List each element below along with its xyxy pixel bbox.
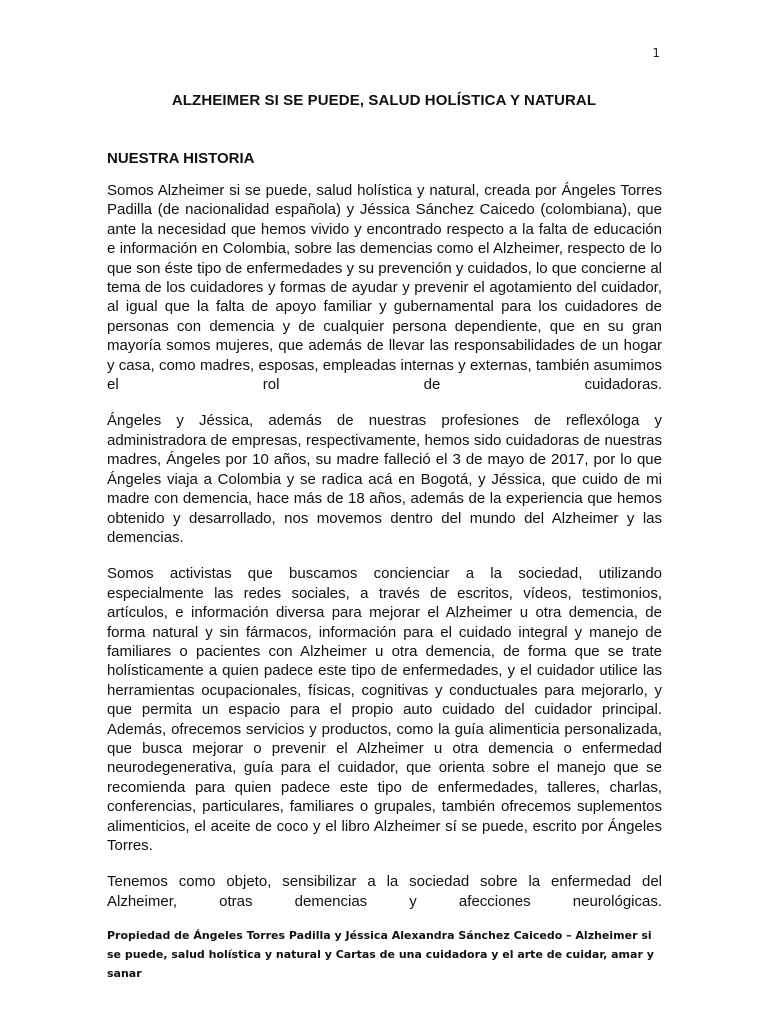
page-number: 1 xyxy=(652,46,660,60)
paragraph-services: Además, ofrecemos servicios y productos, como la guía alimenticia personalizada, que busca mejorar o prevenir el Alzheimer u otra demencia o enfermedad neurodegenerativa, guía para el cuidador, que orienta sobre el manejo que se recomienda para quien padece este tipo de enfermedades, talleres, charlas, conferencias, particulares, familiares o grupales, también ofrecemos suplementos alimenticios, el aceite de coco y el libro Alzheimer sí se puede, escrito por Ángeles Torres. xyxy=(107,720,662,854)
paragraph-intro: Somos Alzheimer si se puede, salud holística y natural, creada por Ángeles Torres Padilla (de nacionalidad española) y Jéssica Sánchez Caicedo (colombiana), que ante la necesidad que hemos vivido y encontrado respecto a la falta de educación e información en Colombia, sobre las demencias como el Alzheimer, respecto de lo que son éste tipo de enfermedades y su prevención y cuidados, lo que concierne al tema de los cuidadores y formas de ayudar y prevenir el agotamiento del cuidador, al igual que la falta de apoyo familiar y gubernamental para los cuidadores de personas con demencia y de cualquier persona dependiente, que en su gran mayoría somos mujeres, que además de llevar las responsabilidades de un hogar y casa, como madres, esposas, empleadas internas y externas, también asumimos el rol de cuidadoras. xyxy=(107,182,662,394)
paragraph-founders: Ángeles y Jéssica, además de nuestras profesiones de reflexóloga y administradora de empresas, respectivamente, hemos sido cuidadoras de nuestras madres, Ángeles por 10 años, su madre falleció el 3 de mayo de 2017, por lo que Ángeles viaja a Colombia y se radica acá en Bogotá, y Jéssica, que cuido de mi madre con demencia, hace más de 18 años, además de la experiencia que hemos obtenido y desarrollado, nos movemos dentro del mundo del Alzheimer y las demencias. xyxy=(107,412,662,546)
page-footer: Propiedad de Ángeles Torres Padilla y Jéssica Alexandra Sánchez Caicedo – Alzheimer si se puede, salud holística y natural y Cartas de una cuidadora y el arte de cuidar, amar y sanar xyxy=(107,929,654,980)
paragraph-objective: Tenemos como objeto, sensibilizar a la sociedad sobre la enfermedad del Alzheimer, otras demencias y afecciones neurológicas. xyxy=(107,873,662,910)
section-heading: NUESTRA HISTORIA xyxy=(107,150,255,167)
body-text xyxy=(107,181,662,928)
paragraph-activism: Somos activistas que buscamos concienciar a la sociedad, utilizando especialmente las redes sociales, a través de escritos, vídeos, testimonios, artículos, e información diversa para mejorar el Alzheimer u otra demencia, de forma natural y sin fármacos, información para el cuidado integral y manejo de familiares o pacientes con Alzheimer u otra demencia, de forma que se trate holísticamente a quien padece este tipo de enfermedades, y el cuidador utilice las herramientas ocupacionales, físicas, cognitivas y conductuales para mejorarlo, y que permita un espacio para el propio auto cuidado del cuidador principal. xyxy=(107,565,662,719)
document-title: ALZHEIMER SI SE PUEDE, SALUD HOLÍSTICA Y NATURAL xyxy=(171,92,597,109)
